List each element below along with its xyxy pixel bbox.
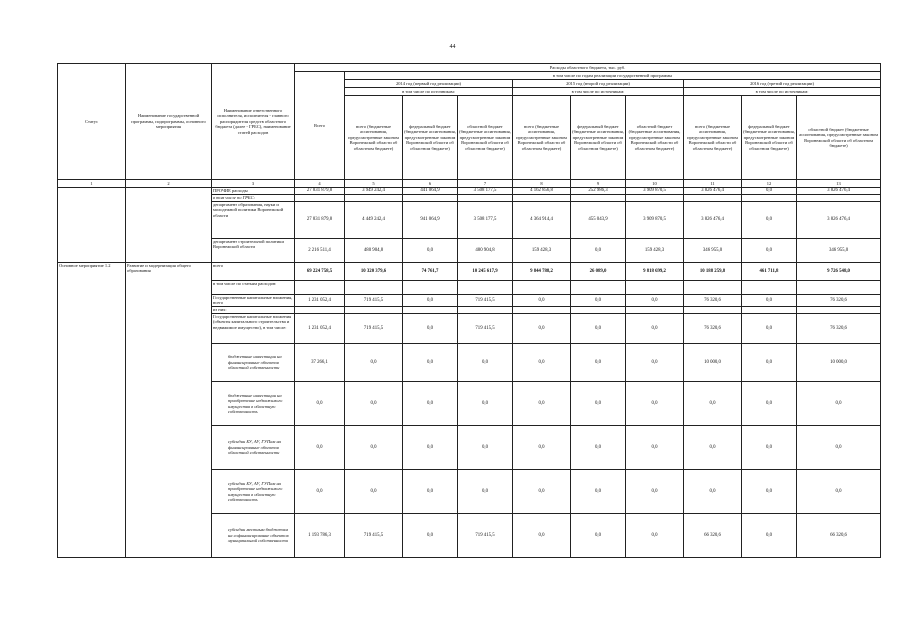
value-cell: 0,0 [571, 295, 626, 307]
header-sources-2016: в том числе по источникам: [684, 88, 881, 96]
row-label: субсидии БУ, АУ, ГУПам на приобретение недвижимого имущества в областную собственность [212, 470, 295, 514]
value-cell: 0,0 [513, 514, 571, 558]
value-cell: 0,0 [742, 314, 797, 344]
row-label: ПРОЧИЕ расходы [212, 188, 295, 195]
col-number: 12 [742, 180, 797, 188]
value-cell: 0,0 [571, 514, 626, 558]
value-cell: 252 986,3 [571, 188, 626, 195]
value-cell: 0,0 [513, 314, 571, 344]
value-cell: 76 320,6 [797, 295, 881, 307]
value-cell: 0,0 [742, 188, 797, 195]
header-col-all-2016: всего (бюджетные ассигнования, предусмотренные законом Воронежской области об областном бюджете) [684, 96, 742, 180]
value-cell [626, 195, 684, 202]
value-cell [797, 307, 881, 314]
program-cell: Развитие и модернизация общего образования [126, 263, 212, 558]
value-cell: 9 844 788,2 [513, 263, 571, 281]
value-cell: 27 831 879,8 [295, 202, 345, 239]
value-cell: 26 089,0 [571, 263, 626, 281]
value-cell [458, 195, 513, 202]
value-cell [797, 281, 881, 295]
value-cell: 0,0 [403, 344, 458, 382]
col-number: 8 [513, 180, 571, 188]
value-cell: 1 193 786,3 [295, 514, 345, 558]
value-cell: 941 064,9 [403, 202, 458, 239]
value-cell: 0,0 [742, 514, 797, 558]
value-cell: 0,0 [295, 426, 345, 470]
value-cell: 3 949 242,4 [345, 188, 403, 195]
col-number: 10 [626, 180, 684, 188]
value-cell: 441 064,9 [403, 188, 458, 195]
value-cell [403, 281, 458, 295]
value-cell: 0,0 [742, 239, 797, 263]
header-sources-2015: в том числе по источникам: [513, 88, 684, 96]
value-cell: 4 449 242,4 [345, 202, 403, 239]
header-program-name: Наименование государственной программы, подпрограммы, основного мероприятия [126, 64, 212, 180]
value-cell: 10 000,0 [684, 344, 742, 382]
header-expenses-title: Расходы областного бюджета, тыс. руб. [295, 64, 881, 72]
value-cell: 0,0 [513, 344, 571, 382]
value-cell: 0,0 [797, 470, 881, 514]
value-cell: 0,0 [571, 382, 626, 426]
value-cell: 0,0 [295, 382, 345, 426]
value-cell: 3 826 476,4 [797, 202, 881, 239]
value-cell: 27 831 879,8 [295, 188, 345, 195]
value-cell: 0,0 [513, 295, 571, 307]
value-cell [571, 281, 626, 295]
value-cell: 346 955,0 [684, 239, 742, 263]
row-label: департамент образования, науки и молодежной политики Воронежской области [212, 202, 295, 239]
program-cell-empty [126, 188, 212, 263]
value-cell: 10 188 259,8 [684, 263, 742, 281]
value-cell: 0,0 [345, 470, 403, 514]
value-cell [571, 195, 626, 202]
value-cell: 0,0 [403, 470, 458, 514]
header-col-reg-2016: областной бюджет (бюджетные ассигнования, предусмотренные законом Воронежской области об областном бюджете) [797, 96, 881, 180]
value-cell: 0,0 [684, 470, 742, 514]
value-cell: 461 711,8 [742, 263, 797, 281]
header-by-years: в том числе по годам реализации государственной программы [345, 72, 881, 80]
value-cell [513, 281, 571, 295]
value-cell: 0,0 [571, 239, 626, 263]
value-cell [403, 307, 458, 314]
value-cell: 1 231 052,4 [295, 295, 345, 307]
header-col-fed-2015: федеральный бюджет (бюджетные ассигнования, предусмотренные законом Воронежской области об областном бюджете) [571, 96, 626, 180]
col-number: 6 [403, 180, 458, 188]
value-cell: 4 162 856,8 [513, 188, 571, 195]
header-col-all-2015: всего (бюджетные ассигнования, предусмотренные законом Воронежской области об областном бюджете) [513, 96, 571, 180]
col-number: 4 [295, 180, 345, 188]
value-cell: 719 415,5 [458, 314, 513, 344]
value-cell: 0,0 [571, 426, 626, 470]
header-col-reg-2014: областной бюджет (бюджетные ассигнования, предусмотренные законом Воронежской области об областном бюджете) [458, 96, 513, 180]
value-cell: 69 224 758,5 [295, 263, 345, 281]
value-cell: 0,0 [345, 426, 403, 470]
header-total: Всего [295, 72, 345, 180]
value-cell: 0,0 [513, 382, 571, 426]
value-cell: 3 826 476,4 [684, 188, 742, 195]
value-cell: 0,0 [403, 295, 458, 307]
value-cell: 3 826 476,4 [684, 202, 742, 239]
value-cell: 0,0 [295, 470, 345, 514]
value-cell: 0,0 [626, 514, 684, 558]
value-cell: 0,0 [797, 382, 881, 426]
value-cell: 0,0 [403, 426, 458, 470]
value-cell: 0,0 [684, 426, 742, 470]
value-cell: 455 043,9 [571, 202, 626, 239]
value-cell: 0,0 [571, 344, 626, 382]
value-cell: 1 231 052,4 [295, 314, 345, 344]
col-number: 2 [126, 180, 212, 188]
value-cell: 719 415,5 [458, 514, 513, 558]
value-cell [742, 281, 797, 295]
col-number: 5 [345, 180, 403, 188]
value-cell: 159 428,3 [513, 239, 571, 263]
value-cell: 719 415,5 [345, 295, 403, 307]
value-cell: 719 415,5 [458, 295, 513, 307]
status-cell-empty [58, 188, 126, 263]
value-cell [797, 195, 881, 202]
value-cell: 76 320,6 [684, 295, 742, 307]
value-cell: 0,0 [626, 382, 684, 426]
value-cell: 0,0 [626, 470, 684, 514]
table-row [58, 263, 881, 281]
row-label: в том числе по ГРБС: [212, 195, 295, 202]
value-cell: 2 216 511,4 [295, 239, 345, 263]
value-cell: 0,0 [345, 344, 403, 382]
value-cell [684, 307, 742, 314]
value-cell: 66 320,6 [797, 514, 881, 558]
budget-table [57, 63, 881, 558]
value-cell: 3 826 476,4 [797, 188, 881, 195]
row-label: субсидии местным бюджетам на софинансирование объектов муниципальной собственности [212, 514, 295, 558]
value-cell: 3 508 177,5 [458, 188, 513, 195]
value-cell: 0,0 [571, 314, 626, 344]
table-row [58, 188, 881, 195]
value-cell: 0,0 [742, 344, 797, 382]
value-cell [513, 307, 571, 314]
col-number: 1 [58, 180, 126, 188]
value-cell: 0,0 [458, 344, 513, 382]
row-label: Государственные капитальные вложения, всего [212, 295, 295, 307]
row-label: бюджетные инвестиции на финансирование объектов областной собственности [212, 344, 295, 382]
value-cell [742, 195, 797, 202]
value-cell: 0,0 [742, 426, 797, 470]
value-cell: 346 955,0 [797, 239, 881, 263]
col-number: 13 [797, 180, 881, 188]
value-cell: 719 415,5 [345, 514, 403, 558]
col-number: 9 [571, 180, 626, 188]
value-cell: 9 818 699,2 [626, 263, 684, 281]
row-label: Государственные капитальные вложения (объекты капитального строительства и недвижимое имущество), в том числе: [212, 314, 295, 344]
value-cell: 0,0 [742, 382, 797, 426]
row-label: бюджетные инвестиции на приобретение недвижимого имущества в областную собственность [212, 382, 295, 426]
value-cell: 0,0 [513, 470, 571, 514]
value-cell [513, 195, 571, 202]
value-cell [345, 281, 403, 295]
value-cell: 0,0 [403, 314, 458, 344]
value-cell: 0,0 [684, 382, 742, 426]
header-sources-2014: в том числе по источникам: [345, 88, 513, 96]
column-numbers-row [58, 180, 881, 188]
value-cell [345, 307, 403, 314]
value-cell [345, 195, 403, 202]
value-cell: 0,0 [458, 470, 513, 514]
value-cell [626, 307, 684, 314]
value-cell [295, 307, 345, 314]
value-cell: 480 904,8 [458, 239, 513, 263]
value-cell: 0,0 [458, 426, 513, 470]
value-cell [295, 195, 345, 202]
value-cell: 0,0 [797, 426, 881, 470]
page-number: 44 [449, 44, 456, 50]
value-cell: 0,0 [403, 514, 458, 558]
value-cell [742, 307, 797, 314]
value-cell: 3 909 870,5 [626, 188, 684, 195]
value-cell: 159 428,3 [626, 239, 684, 263]
value-cell: 3 508 177,5 [458, 202, 513, 239]
value-cell: 66 320,6 [684, 514, 742, 558]
value-cell [295, 281, 345, 295]
value-cell: 76 320,6 [797, 314, 881, 344]
value-cell: 10 000,0 [797, 344, 881, 382]
value-cell: 0,0 [403, 239, 458, 263]
value-cell: 480 904,8 [345, 239, 403, 263]
row-label: департамент строительной политики Воронежской области [212, 239, 295, 263]
value-cell: 719 415,5 [345, 314, 403, 344]
value-cell [458, 307, 513, 314]
value-cell: 0,0 [458, 382, 513, 426]
row-label: из них: [212, 307, 295, 314]
header-executor: Наименование ответственного исполнителя, исполнителя - главного распорядителя средств областного бюджета (далее - ГРБС), наименование статей расходов [212, 64, 295, 180]
header-status: Статус [58, 64, 126, 180]
col-number: 11 [684, 180, 742, 188]
col-number: 3 [212, 180, 295, 188]
value-cell: 10 245 617,9 [458, 263, 513, 281]
value-cell: 0,0 [626, 344, 684, 382]
value-cell: 3 909 870,5 [626, 202, 684, 239]
value-cell [458, 281, 513, 295]
status-cell: Основное мероприятие 1.2 [58, 263, 126, 558]
value-cell [403, 195, 458, 202]
value-cell: 0,0 [742, 295, 797, 307]
row-label: в том числе по статьям расходов: [212, 281, 295, 295]
header-year-2016: 2016 год (третий год реализации) [684, 80, 881, 88]
value-cell: 76 320,6 [684, 314, 742, 344]
row-label: субсидии БУ, АУ, ГУПам на финансирование объектов областной собственности [212, 426, 295, 470]
value-cell: 0,0 [742, 470, 797, 514]
value-cell: 0,0 [571, 470, 626, 514]
header-col-fed-2016: федеральный бюджет (бюджетные ассигнования, предусмотренные законом Воронежской области об областном бюджете) [742, 96, 797, 180]
value-cell: 0,0 [513, 426, 571, 470]
value-cell: 0,0 [626, 314, 684, 344]
header-year-2014: 2014 год (первый год реализации) [345, 80, 513, 88]
value-cell: 4 364 914,4 [513, 202, 571, 239]
header-col-reg-2015: областной бюджет (бюджетные ассигнования, предусмотренные законом Воронежской области об областном бюджете) [626, 96, 684, 180]
value-cell [626, 281, 684, 295]
value-cell: 0,0 [345, 382, 403, 426]
value-cell: 9 726 548,0 [797, 263, 881, 281]
table-body [58, 188, 881, 558]
row-label: всего [212, 263, 295, 281]
header-col-fed-2014: федеральный бюджет (бюджетные ассигнования, предусмотренные законом Воронежской области об областном бюджете) [403, 96, 458, 180]
value-cell: 0,0 [626, 295, 684, 307]
value-cell: 0,0 [742, 202, 797, 239]
value-cell: 10 320 379,6 [345, 263, 403, 281]
value-cell: 74 761,7 [403, 263, 458, 281]
value-cell [684, 281, 742, 295]
value-cell [684, 195, 742, 202]
value-cell: 0,0 [626, 426, 684, 470]
header-col-all-2014: всего (бюджетные ассигнования, предусмотренные законом Воронежской области об областном бюджете) [345, 96, 403, 180]
value-cell: 0,0 [403, 382, 458, 426]
value-cell: 37 266,1 [295, 344, 345, 382]
value-cell [571, 307, 626, 314]
header-year-2015: 2015 год (второй год реализации) [513, 80, 684, 88]
col-number: 7 [458, 180, 513, 188]
